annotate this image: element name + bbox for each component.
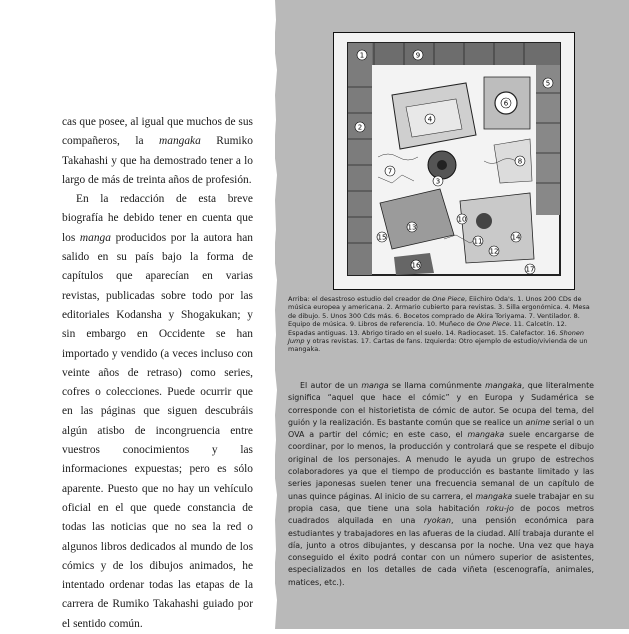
figure-label-4: [425, 114, 435, 124]
figure-label-2: [355, 122, 365, 132]
svg-text:6: 6: [503, 99, 509, 108]
torn-page-edge: [270, 0, 280, 629]
svg-text:4: 4: [427, 115, 433, 124]
svg-text:8: 8: [517, 157, 523, 166]
left-column-text: [62, 113, 253, 634]
figure-label-1: [357, 50, 367, 60]
svg-text:3: 3: [435, 177, 441, 186]
figure-label-14: [511, 232, 521, 242]
right-column-text: [288, 380, 594, 589]
italic-term: One Piece: [476, 320, 510, 329]
figure-label-9: [413, 50, 423, 60]
italic-term: roku-jo: [486, 503, 514, 513]
left-paragraph-2: En la redacción de esta breve biografía he debido tener en cuenta que los manga producidos por la autora han salido en su país bajo la forma de capítulos que aparecían en varias revistas, publicadas sobre todo por las editoriales Kodansha y Shogakukan; y sin embargo en Occidente se han importado y vendido (a veces incluso con veinte años de retraso) como series, cofres o colecciones. Puede ocurrir que en las páginas que siguen descubráis algún atisbo de incongruencia entre vuestros conocimientos y las informaciones expuestas; pero es sólo aparente. Puesto que no hay un vehículo oficial en el que quede constancia de todas las noticias que no sea la red o algunos libros dedicados al mundo de los cómics y de los dibujos animados, he intentado ordenar todas las etapas de la carrera de Rumiko Takahashi guiado por el sentido común.: [62, 193, 253, 630]
figure-label-10: [457, 214, 467, 224]
svg-text:14: 14: [511, 233, 521, 242]
svg-text:15: 15: [377, 233, 387, 242]
figure-label-3: [433, 176, 443, 186]
svg-text:1: 1: [359, 51, 365, 60]
svg-text:10: 10: [457, 215, 467, 224]
right-paragraph: El autor de un manga se llama comúnmente mangaka, que literalmente significa “aquel que hace el cómic” y en Europa y Sudamérica se corresponde con el historietista de cómic de autor. Se ocupa del tema, del guión y la realización. Es bastante común que se realice un anime serial o un OVA a partir del cómic; en este caso, el mangaka suele encargarse de coordinar, por lo menos, la producción y controlará que se respete el dibujo original de los personajes. A menudo le ayuda un grupo de estrechos colaboradores ya que el tiempo de producción es bastante limitado y las series japonesas suelen tener una frecuencia semanal de un capítulo de unas quince páginas. Al inicio de su carrera, el mangaka suele trabajar en su propia casa, que tiene una sola habitación roku-jo de pocos metros cuadrados alquilada en una ryokan, una pensión económica para estudiantes y trabajadores en las afueras de la ciudad. Allí trabaja durante el día, junto a otros dibujantes, y descansa por la noche. Una vez que haya conseguido el éxito podrá contar con un número superior de asistentes, especializados en los detalles de cada viñeta (escenografía, animales, matices, etc.).: [288, 381, 595, 587]
italic-term: mangaka: [475, 491, 513, 501]
left-page: [0, 0, 275, 629]
svg-text:13: 13: [407, 223, 417, 232]
italic-term: One Piece: [432, 295, 465, 303]
caption-text: Arriba: el desastroso estudio del creador de One Piece, Eiichiro Oda's. 1. Unos 200 CDs de música europea y americana. 2. Armario cubierto para revistas. 3. Silla ergonómica. 4. Mesa de dibujo. 5. Unos 300 Cds más. 6. Bocetos comprado de Akira Toriyama. 7. Ventilador. 8. Equipo de música. 9. Libros de referencia. 10. Muñeco de One Piece. 11. Calcetín. 12. Espadas antiguas. 13. Abrigo tirado en el suelo. 14. Radiocaset. 15. Calefactor. 16. Shonen Jump y otras revistas. 17. Cartas de fans. Izquierda: Otro ejemplo de estudio/vivienda de un mangaka.: [288, 295, 590, 354]
left-paragraph-1: cas que posee, al igual que muchos de sus compañeros, la mangaka Rumiko Takahashi y que ha demostrado tener a lo largo de más de treinta años de profesión.: [62, 116, 253, 186]
italic-term: manga: [79, 231, 111, 244]
figure-label-5: [543, 78, 553, 88]
italic-term: manga: [361, 381, 389, 390]
svg-text:9: 9: [415, 51, 421, 60]
svg-text:16: 16: [411, 261, 421, 270]
figure-label-11: [473, 236, 483, 246]
figure-label-16: [411, 260, 421, 270]
studio-illustration: [333, 32, 575, 290]
figure-label-17: [525, 264, 535, 274]
italic-term: Shonen Jump: [288, 328, 585, 346]
italic-term: mangaka: [467, 430, 505, 440]
italic-term: mangaka: [159, 135, 201, 148]
svg-text:2: 2: [357, 123, 363, 132]
figure-caption: [288, 295, 590, 354]
studio-drawing: [334, 33, 574, 289]
italic-term: mangaka: [485, 381, 522, 390]
figure-label-7: [385, 166, 395, 176]
svg-text:7: 7: [387, 167, 393, 176]
svg-text:12: 12: [489, 247, 499, 256]
figure-label-12: [489, 246, 499, 256]
svg-text:5: 5: [545, 79, 551, 88]
figure-label-15: [377, 232, 387, 242]
figure-label-13: [407, 222, 417, 232]
figure-label-8: [515, 156, 525, 166]
svg-text:17: 17: [525, 265, 535, 274]
italic-term: anime: [525, 417, 551, 427]
figure-label-6: [501, 98, 511, 108]
svg-text:11: 11: [473, 237, 483, 246]
italic-term: ryokan: [423, 516, 451, 526]
